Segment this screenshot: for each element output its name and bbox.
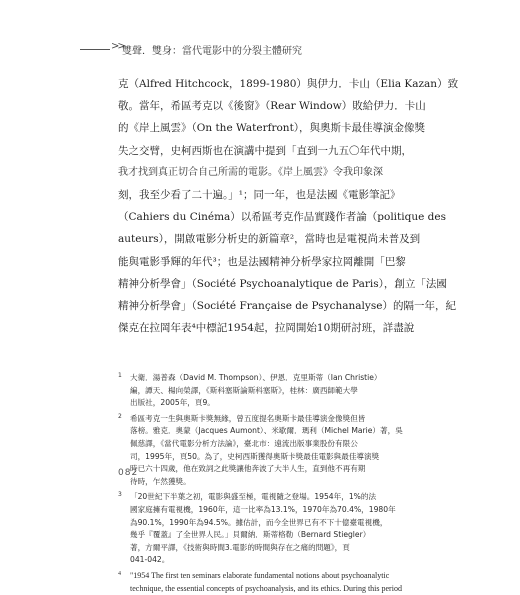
footnote-line: 041-042。 [118, 554, 406, 567]
footnote-text: 「20世紀下半葉之初，電影與盛至極，電視隨之登場。1954年，1%的法 [130, 492, 376, 501]
footnote-text: "1954 The first ten seminars elaborate fundamental notions about psychoanalytic [130, 571, 389, 580]
body-text [118, 73, 403, 339]
footnote-line: 出版社，2005年，頁9。 [118, 397, 406, 410]
body-line: 克（Alfred Hitchcock，1899-1980）與伊力．卡山（Elia Kazan）致 [118, 73, 403, 95]
footnote-line: 幾乎『覆蓋』了全世界人民。」貝爾納．斯蒂格勒（Bernard Stiegler） [118, 529, 406, 542]
running-header [0, 40, 520, 60]
footnote-1 [118, 372, 406, 410]
footnote-line: technique, the essential concepts of psychoanalysis, and its ethics. During this period [118, 583, 406, 595]
body-line: 能與電影爭輝的年代³；也是法國精神分析學家拉岡離開「巴黎 [118, 251, 403, 273]
body-line-quote: 我才找到真正切合自己所需的電影。《岸上風雲》令我印象深 [118, 162, 403, 184]
body-line: auteurs），開啟電影分析史的新篇章²，當時也是電視尚未普及到 [118, 228, 403, 250]
body-line: 刻，我至少看了二十遍。」¹；同一年，也是法國《電影筆記》 [118, 184, 403, 206]
body-line: 敬。當年，希區考克以《後窗》（Rear Window）敗給伊力．卡山 [118, 95, 403, 117]
footnote-marker: 4 [118, 568, 121, 581]
footnote-line [118, 570, 406, 583]
footnote-marker: 1 [118, 370, 122, 383]
footnote-line: 待時，乍然獲獎。 [118, 476, 406, 489]
header-rule [80, 49, 110, 50]
footnote-3 [118, 491, 406, 567]
footnote-line [118, 491, 406, 504]
body-line: 失之交臂，史柯西斯也在演講中提到「直到一九五〇年代中期， [118, 140, 403, 162]
footnote-line [118, 372, 406, 385]
body-line: 的《岸上風雲》（On the Waterfront），與奧斯卡最佳導演金像獎 [118, 117, 403, 139]
body-line: 傑克在拉岡年表⁴中標記1954起，拉岡開始10期研討班，詳盡說 [118, 317, 403, 339]
header-arrow-icon: >> [111, 41, 124, 52]
footnote-marker: 3 [118, 489, 122, 502]
footnote-marker: 2 [118, 411, 122, 424]
body-line: （Cahiers du Cinéma）以希區考克作品實踐作者論（politique des [118, 206, 403, 228]
body-line: 精神分析學會」（Société Psychoanalytique de Paris），創立「法國 [118, 273, 403, 295]
footnote-line: 司，1995年，頁50。為了，史柯西斯獲得奧斯卡獎最佳電影與最佳導演獎 [118, 451, 406, 464]
footnote-line [118, 413, 406, 426]
footnote-line: 著，方爾平譯，《技術與時間3.電影的時間與存在之痛的問題》，頁 [118, 542, 406, 555]
footnote-line: 編，譚天、楊向榮譯，《斯科塞斯論斯科塞斯》，桂林：廣西師範大學 [118, 385, 406, 398]
footnotes [118, 372, 406, 595]
footnote-text: 希區考克一生與奧斯卡獎無緣，曾五度提名奧斯卡最佳導演金像獎但皆 [130, 414, 365, 423]
footnote-text: 大衛．湯普森（David M. Thompson）、伊恩．克里斯蒂（Ian Christie） [130, 373, 382, 382]
footnote-line: 佩慈譯，《當代電影分析方法論》，臺北市：遠流出版事業股份有限公 [118, 438, 406, 451]
page-number: 082 [118, 468, 138, 478]
footnote-2 [118, 413, 406, 489]
footnote-line: 國家庭擁有電視機，1960年，這一比率為13.1%，1970年為70.4%，1980年 [118, 504, 406, 517]
footnote-line: 時已六十四歲，他在致詞之此獎讓他奔波了大半人生，直到他不再有期 [118, 463, 406, 476]
footnote-line: 落榜。雅克．奧蒙（Jacques Aumont）、米歇爾．瑪利（Michel Marie）著，吳 [118, 425, 406, 438]
body-line: 精神分析學會」（Société Française de Psychanalyse）的隔一年，紀 [118, 295, 403, 317]
header-title: 雙聲．雙身：當代電影中的分裂主體研究 [122, 42, 302, 57]
footnote-4 [118, 570, 406, 595]
footnote-line: 為90.1%，1990年為94.5%。據估計，而今全世界已有不下十億臺電視機， [118, 517, 406, 530]
